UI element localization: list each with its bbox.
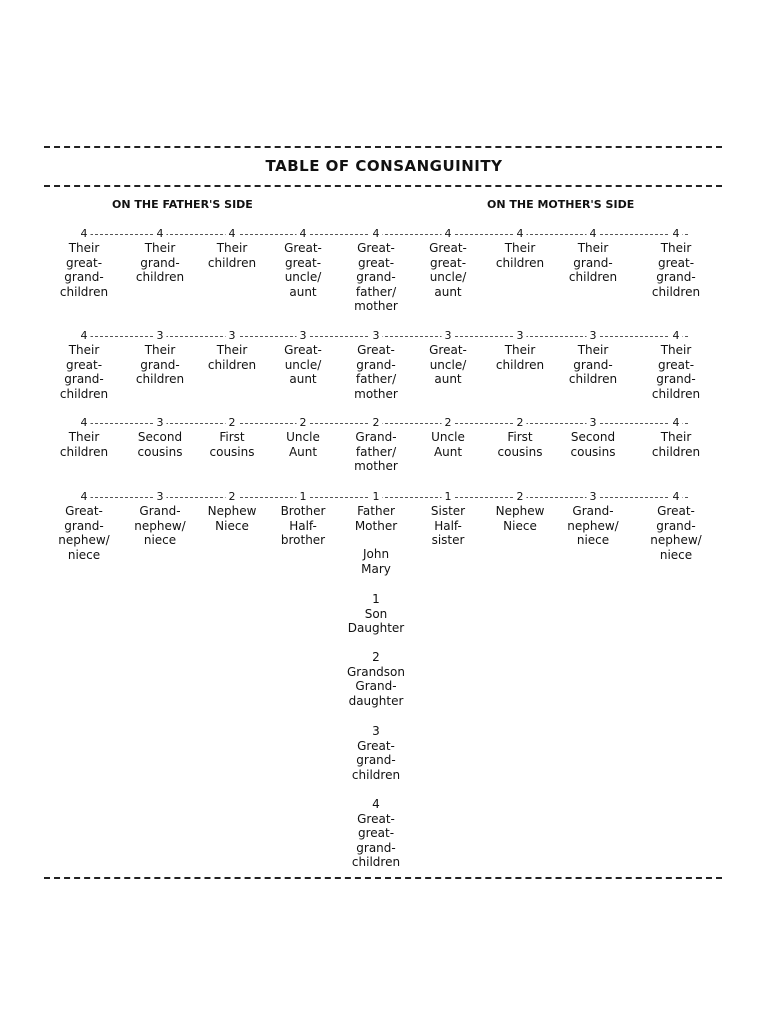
relative-label-line: grand-: [64, 372, 104, 387]
degree-number: 2: [514, 490, 527, 504]
relative-label-line: aunt: [289, 284, 317, 299]
relative-label-line: Second: [137, 430, 183, 444]
degree-number: 3: [587, 490, 600, 504]
relative-label-line: Aunt: [433, 444, 463, 459]
relative-label-line: great-: [429, 255, 467, 270]
relative-label-line: grand-: [64, 518, 104, 533]
relative-cell: [124, 343, 196, 387]
relative-label-line: niece: [143, 533, 177, 548]
relative-label-line: Their: [144, 241, 176, 255]
relative-label-line: Uncle: [286, 430, 320, 444]
relative-label-line: brother: [280, 533, 326, 548]
degree-number: 4: [587, 227, 600, 241]
relative-cell: [412, 430, 484, 459]
descendant-label-line: 1: [372, 592, 380, 606]
descendant-label-line: John: [362, 547, 390, 561]
relative-label-line: Great-: [284, 241, 322, 255]
relative-label-line: Mother: [354, 518, 398, 533]
relative-cell: [340, 343, 412, 401]
relative-cell: [124, 430, 196, 459]
relative-label-line: grand-: [356, 270, 396, 285]
descendant-label-line: 3: [372, 724, 380, 738]
relative-cell: [196, 504, 268, 533]
relative-label-line: grand-: [573, 255, 613, 270]
degree-number: 1: [442, 490, 455, 504]
degree-number: 3: [297, 329, 310, 343]
relative-cell: [484, 430, 556, 459]
degree-number: 4: [226, 227, 239, 241]
degree-number: 4: [78, 227, 91, 241]
relative-label-line: Their: [660, 241, 692, 255]
relative-label-line: First: [507, 430, 533, 444]
degree-number: 3: [226, 329, 239, 343]
relative-cell: [124, 241, 196, 285]
relative-label-line: children: [59, 284, 109, 299]
fathers-side-label: ON THE FATHER'S SIDE: [112, 198, 253, 211]
relative-cell: [340, 241, 412, 314]
relative-label-line: Sister: [430, 504, 466, 518]
relative-label-line: children: [495, 255, 545, 270]
relative-label-line: mother: [354, 386, 398, 401]
relative-label-line: Great-: [429, 241, 467, 255]
degree-number: 3: [370, 329, 383, 343]
relative-label-line: grand-: [656, 518, 696, 533]
descendant-label-line: Great-: [357, 811, 395, 826]
descendant-block: [331, 650, 421, 708]
relative-label-line: Their: [504, 241, 536, 255]
relative-cell: [267, 504, 339, 548]
relative-cell: [484, 343, 556, 372]
relative-label-line: cousins: [209, 444, 255, 459]
descendant-block: [331, 547, 421, 576]
degree-number: 2: [226, 490, 239, 504]
relative-cell: [267, 430, 339, 459]
relative-label-line: children: [135, 372, 185, 387]
relative-label-line: great-: [284, 255, 322, 270]
relative-label-line: Great-: [284, 343, 322, 357]
relative-cell: [196, 241, 268, 270]
degree-number: 4: [78, 329, 91, 343]
relative-label-line: niece: [659, 547, 693, 562]
relative-label-line: mother: [354, 459, 398, 474]
degree-number: 1: [297, 490, 310, 504]
top-rule: [44, 146, 722, 148]
relative-cell: [484, 241, 556, 270]
bottom-rule: [44, 877, 722, 879]
relative-cell: [124, 504, 196, 548]
degree-number: 3: [587, 329, 600, 343]
relative-label-line: nephew/: [58, 533, 110, 548]
relative-label-line: children: [135, 270, 185, 285]
relative-label-line: cousins: [137, 444, 183, 459]
relative-label-line: Their: [68, 343, 100, 357]
relative-label-line: Great-: [357, 241, 395, 255]
relative-label-line: grand-: [140, 255, 180, 270]
relative-cell: [340, 430, 412, 474]
relative-label-line: grand-: [356, 357, 396, 372]
relative-label-line: nephew/: [134, 518, 186, 533]
relative-label-line: Great-: [65, 504, 103, 518]
degree-number: 3: [154, 490, 167, 504]
relative-label-line: Their: [68, 241, 100, 255]
relative-label-line: uncle/: [429, 270, 467, 285]
relative-label-line: Niece: [503, 518, 537, 533]
relative-label-line: children: [207, 255, 257, 270]
relative-label-line: cousins: [570, 444, 616, 459]
relative-label-line: Their: [504, 343, 536, 357]
degree-number: 4: [514, 227, 527, 241]
relative-cell: [48, 241, 120, 299]
relative-label-line: grand-: [656, 372, 696, 387]
relative-label-line: Half-: [289, 518, 317, 533]
relative-label-line: aunt: [434, 284, 462, 299]
relative-cell: [48, 504, 120, 562]
relative-label-line: Aunt: [288, 444, 318, 459]
relative-label-line: sister: [431, 533, 465, 548]
relative-label-line: niece: [67, 547, 101, 562]
relative-cell: [48, 343, 120, 401]
relative-label-line: Their: [660, 430, 692, 444]
relative-cell: [340, 504, 412, 533]
relative-cell: [196, 343, 268, 372]
degree-number: 4: [670, 416, 683, 430]
degree-number: 2: [370, 416, 383, 430]
relative-cell: [267, 343, 339, 387]
relative-label-line: children: [651, 444, 701, 459]
descendant-label-line: Daughter: [347, 621, 405, 636]
relative-cell: [557, 343, 629, 387]
relative-label-line: uncle/: [429, 357, 467, 372]
relative-label-line: father/: [355, 284, 397, 299]
relative-label-line: children: [651, 284, 701, 299]
relative-cell: [196, 430, 268, 459]
relative-cell: [557, 430, 629, 459]
descendant-label-line: grand-: [356, 840, 396, 855]
relative-label-line: great-: [65, 357, 103, 372]
relative-label-line: niece: [576, 533, 610, 548]
descendant-label-line: Mary: [361, 561, 391, 576]
degree-number: 4: [154, 227, 167, 241]
descendant-label-line: grand-: [356, 753, 396, 768]
relative-label-line: Great-: [357, 343, 395, 357]
relative-label-line: Their: [144, 343, 176, 357]
relative-cell: [557, 504, 629, 548]
relative-label-line: great-: [657, 255, 695, 270]
relative-label-line: Their: [577, 241, 609, 255]
relative-label-line: Nephew: [207, 504, 257, 518]
degree-number: 4: [670, 490, 683, 504]
degree-line: [80, 490, 688, 504]
relative-cell: [557, 241, 629, 285]
degree-number: 4: [297, 227, 310, 241]
relative-label-line: Their: [216, 343, 248, 357]
relative-label-line: Their: [68, 430, 100, 444]
degree-number: 4: [370, 227, 383, 241]
degree-number: 4: [670, 227, 683, 241]
descendant-label-line: Grandson: [346, 664, 405, 679]
relative-label-line: nephew/: [650, 533, 702, 548]
relative-label-line: Half-: [434, 518, 462, 533]
degree-number: 3: [154, 416, 167, 430]
descendant-label-line: children: [351, 855, 401, 870]
relative-label-line: great-: [65, 255, 103, 270]
relative-label-line: Niece: [215, 518, 249, 533]
relative-label-line: children: [568, 372, 618, 387]
relative-cell: [412, 504, 484, 548]
degree-number: 4: [78, 416, 91, 430]
relative-label-line: mother: [354, 299, 398, 314]
degree-number: 2: [297, 416, 310, 430]
relative-label-line: aunt: [289, 372, 317, 387]
relative-label-line: children: [59, 444, 109, 459]
descendant-label-line: 2: [372, 650, 380, 664]
relative-label-line: father/: [355, 444, 397, 459]
relative-label-line: grand-: [573, 357, 613, 372]
relative-label-line: Uncle: [431, 430, 465, 444]
relative-cell: [267, 241, 339, 299]
degree-number: 4: [78, 490, 91, 504]
degree-number: 2: [442, 416, 455, 430]
descendant-label-line: 4: [372, 797, 380, 811]
relative-label-line: Nephew: [495, 504, 545, 518]
relative-cell: [640, 504, 712, 562]
degree-number: 2: [514, 416, 527, 430]
relative-label-line: uncle/: [284, 270, 322, 285]
relative-label-line: children: [568, 270, 618, 285]
degree-number: 1: [370, 490, 383, 504]
degree-number: 4: [670, 329, 683, 343]
relative-label-line: cousins: [497, 444, 543, 459]
relative-cell: [640, 343, 712, 401]
degree-number: 3: [442, 329, 455, 343]
degree-number: 3: [587, 416, 600, 430]
relative-cell: [412, 241, 484, 299]
relative-label-line: children: [495, 357, 545, 372]
degree-number: 2: [226, 416, 239, 430]
relative-label-line: Brother: [280, 504, 326, 518]
descendant-block: [331, 797, 421, 870]
relative-label-line: father/: [355, 372, 397, 387]
relative-label-line: grand-: [64, 270, 104, 285]
relative-label-line: uncle/: [284, 357, 322, 372]
title-rule: [44, 185, 722, 187]
relative-label-line: First: [219, 430, 245, 444]
descendant-label-line: children: [351, 767, 401, 782]
relative-label-line: Great-: [657, 504, 695, 518]
relative-cell: [484, 504, 556, 533]
relative-label-line: nephew/: [567, 518, 619, 533]
descendant-label-line: Great-: [357, 738, 395, 753]
degree-line: [80, 416, 688, 430]
descendant-block: [331, 592, 421, 636]
relative-label-line: grand-: [140, 357, 180, 372]
relative-label-line: Second: [570, 430, 616, 444]
relative-label-line: great-: [657, 357, 695, 372]
relative-label-line: Grand-: [355, 430, 397, 444]
relative-label-line: Great-: [429, 343, 467, 357]
relative-label-line: Their: [660, 343, 692, 357]
relative-cell: [48, 430, 120, 459]
descendant-block: [331, 724, 421, 782]
relative-cell: [640, 241, 712, 299]
relative-label-line: Father: [357, 504, 395, 518]
descendant-label-line: daughter: [348, 693, 404, 708]
degree-number: 3: [154, 329, 167, 343]
relative-label-line: aunt: [434, 372, 462, 387]
degree-number: 4: [442, 227, 455, 241]
relative-cell: [640, 430, 712, 459]
relative-label-line: children: [59, 386, 109, 401]
relative-label-line: children: [207, 357, 257, 372]
relative-label-line: Grand-: [139, 504, 181, 518]
relative-label-line: great-: [357, 255, 395, 270]
relative-cell: [412, 343, 484, 387]
mothers-side-label: ON THE MOTHER'S SIDE: [487, 198, 635, 211]
relative-label-line: children: [651, 386, 701, 401]
descendant-label-line: great-: [357, 826, 395, 841]
relative-label-line: Grand-: [572, 504, 614, 518]
descendant-label-line: Grand-: [355, 679, 397, 694]
relative-label-line: Their: [577, 343, 609, 357]
descendant-label-line: Son: [364, 606, 388, 621]
degree-line: [80, 329, 688, 343]
page-title: TABLE OF CONSANGUINITY: [265, 157, 503, 175]
relative-label-line: Their: [216, 241, 248, 255]
degree-line: [80, 227, 688, 241]
relative-label-line: grand-: [656, 270, 696, 285]
degree-number: 3: [514, 329, 527, 343]
